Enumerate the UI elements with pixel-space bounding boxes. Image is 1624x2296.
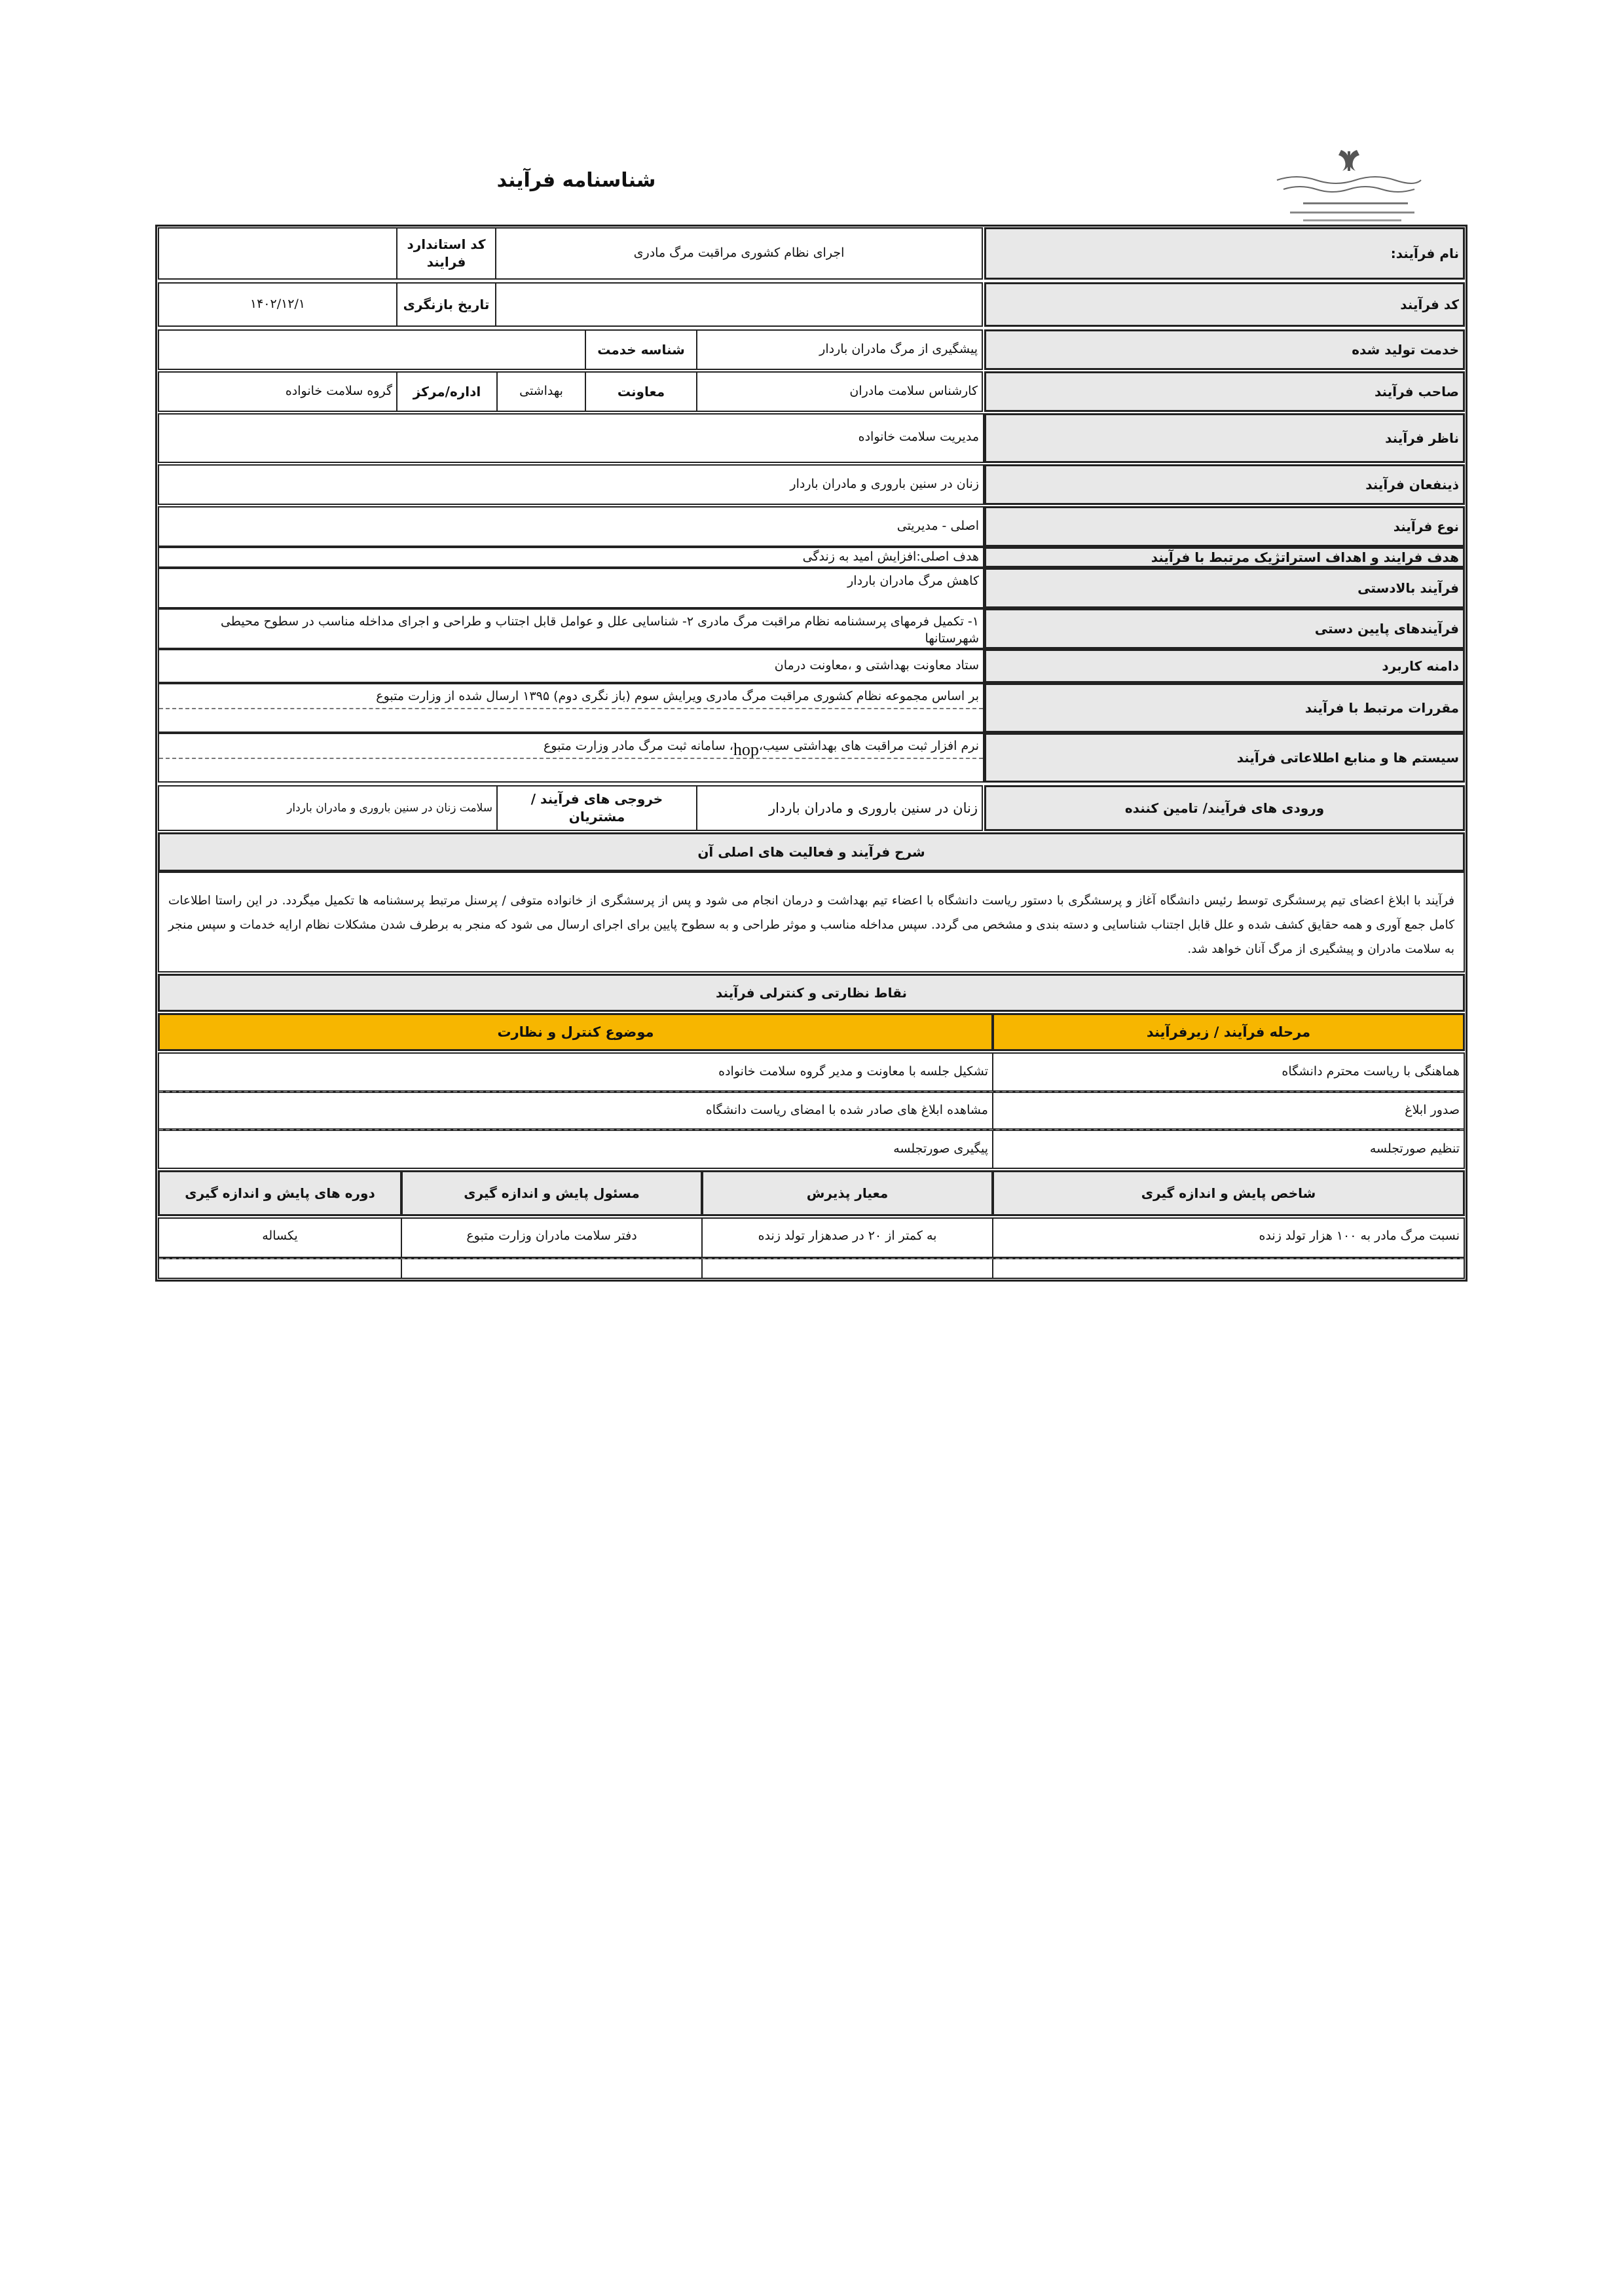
value-outputs: سلامت زنان در سنین باروری و مادران باردار	[158, 785, 498, 831]
label-goals: هدف فرایند و اهداف استراتژیک مرتبط با فرآیند	[984, 547, 1465, 568]
label-beneficiaries: ذینفعان فرآیند	[984, 464, 1465, 505]
responsible-1: دفتر سلامت مادران وزارت متبوع	[401, 1217, 703, 1258]
value-process-name: اجرای نظام کشوری مراقبت مرگ مادری	[495, 227, 983, 280]
control-subject-1: تشکیل جلسه با معاونت و مدیر گروه سلامت خانواده	[158, 1052, 993, 1092]
systems-text-hop: hop	[733, 740, 759, 759]
description-text: فرآیند با ابلاغ اعضای تیم پرسشگری توسط رئیس دانشگاه آغاز و پرسشگری با دستور ریاست دانشگاه با اعضاء تیم بهداشت و درمان انجام می شود و پس از پرسشگری از خانواده متوفی / پرسنل مرتبط پرسشنامه ها تکمیل میگردد. در این راستا اطلاعات کامل جمع آوری و همه حقایق کشف شده و علل قابل اجتناب شناسایی و دسته بندی و مشخص می گردد. سپس مداخله مناسب و موثر طراحی و به سطوح پایین برای اجرای ارسال می شود که منجر به برطرف شدن مشکلات نظام ارایه خدمات و سپس منجر به سلامت مادران و پیشگیری از مرگ آنان خواهد شد.	[158, 872, 1465, 972]
value-goals: هدف اصلی:افزایش امید به زندگی	[158, 547, 984, 568]
control-title: نقاط نظارتی و کنترلی فرآیند	[158, 974, 1465, 1012]
col-header-subject: موضوع کنترل و نظارت	[158, 1013, 993, 1051]
value-upstream: کاهش مرگ مادران باردار	[158, 568, 984, 608]
label-owner: صاحب فرآیند	[984, 371, 1465, 412]
label-office: اداره/مرکز	[396, 371, 498, 412]
responsible-2	[401, 1258, 703, 1279]
row-divider	[159, 1091, 1464, 1092]
control-stage-3: تنظیم صورتجلسه	[992, 1130, 1465, 1169]
indicator-2	[992, 1258, 1465, 1279]
document-title: شناسنامه فرآیند	[496, 169, 656, 192]
label-systems: سیستم ها و منابع اطلاعاتی فرآیند	[984, 733, 1465, 783]
value-beneficiaries: زنان در سنین باروری و مادران باردار	[158, 464, 984, 505]
label-revision-date: تاریخ بازنگری	[396, 282, 496, 327]
col-header-indicator: شاخص پایش و اندازه گیری	[992, 1170, 1465, 1216]
systems-text-pre: نرم افزار ثبت مراقبت های بهداشتی سیب،	[758, 739, 979, 753]
value-office: گروه سلامت خانواده	[158, 371, 397, 412]
value-deputy: بهداشتی	[496, 371, 586, 412]
label-standard-code: کد استاندارد فرایند	[396, 227, 496, 280]
criteria-1: به کمتر از ۲۰ در صدهزار تولد زنده	[701, 1217, 993, 1258]
label-process-code: کد فرآیند	[984, 282, 1465, 327]
period-2	[158, 1258, 402, 1279]
value-downstream: ۱- تکمیل فرمهای پرسشنامه نظام مراقبت مرگ مادری ۲- شناسایی علل و عوامل قابل اجتناب و طراحی و اجرای مداخله مناسب در سطوح محیطی شهرستانها	[158, 608, 984, 649]
criteria-2	[701, 1258, 993, 1279]
systems-text-post: ، سامانه ثبت مرگ مادر وزارت متبوع	[543, 739, 733, 753]
label-service: خدمت تولید شده	[984, 329, 1465, 370]
value-inputs: زنان در سنین باروری و مادران باردار	[696, 785, 983, 831]
label-service-id: شناسه خدمت	[585, 329, 697, 370]
label-deputy: معاونت	[585, 371, 697, 412]
col-header-responsible: مسئول پایش و اندازه گیری	[401, 1170, 703, 1216]
label-process-name: نام فرآیند:	[984, 227, 1465, 280]
row-divider	[159, 1258, 1464, 1259]
label-upstream: فرآیند بالادستی	[984, 568, 1465, 608]
value-process-code	[495, 282, 983, 327]
indicator-1: نسبت مرگ مادر به ۱۰۰ هزار تولد زنده	[992, 1217, 1465, 1258]
period-1: یکساله	[158, 1217, 402, 1258]
label-domain: دامنه کاربرد	[984, 649, 1465, 683]
label-outputs: خروجی های فرآیند / مشتریان	[496, 785, 697, 831]
label-inputs: ورودی های فرآیند/ تامین کننده	[984, 785, 1465, 831]
label-supervisor: ناظر فرآیند	[984, 413, 1465, 463]
value-revision-date: ۱۴۰۲/۱۲/۱	[158, 282, 397, 327]
ministry-logo	[1264, 147, 1434, 226]
row-divider	[159, 758, 983, 759]
value-service-id	[158, 329, 586, 370]
label-process-type: نوع فرآیند	[984, 506, 1465, 547]
control-subject-2: مشاهده ابلاغ های صادر شده با امضای ریاست دانشگاه	[158, 1092, 993, 1130]
value-owner: کارشناس سلامت مادران	[696, 371, 983, 412]
label-regulations: مقررات مرتبط با فرآیند	[984, 683, 1465, 733]
col-header-criteria: معیار پذیرش	[701, 1170, 993, 1216]
row-divider	[159, 1129, 1464, 1130]
row-divider	[159, 708, 983, 709]
value-standard-code	[158, 227, 397, 280]
value-service: پیشگیری از مرگ مادران باردار	[696, 329, 983, 370]
label-downstream: فرآیندهای پایین دستی	[984, 608, 1465, 649]
value-domain: ستاد معاونت بهداشتی و ،معاونت درمان	[158, 649, 984, 683]
value-supervisor: مدیریت سلامت خانواده	[158, 413, 984, 463]
value-regulations: بر اساس مجموعه نظام کشوری مراقبت مرگ مادری ویرایش سوم (باز نگری دوم) ۱۳۹۵ ارسال شده از وزارت متبوع	[158, 683, 984, 733]
col-header-period: دوره های پایش و اندازه گیری	[158, 1170, 402, 1216]
description-title: شرح فرآیند و فعالیت های اصلی آن	[158, 832, 1465, 872]
col-header-stage: مرحله فرآیند / زیرفرآیند	[992, 1013, 1465, 1051]
value-process-type: اصلی - مدیریتی	[158, 506, 984, 547]
control-stage-1: هماهنگی با ریاست محترم دانشگاه	[992, 1052, 1465, 1092]
control-stage-2: صدور ابلاغ	[992, 1092, 1465, 1130]
control-subject-3: پیگیری صورتجلسه	[158, 1130, 993, 1169]
